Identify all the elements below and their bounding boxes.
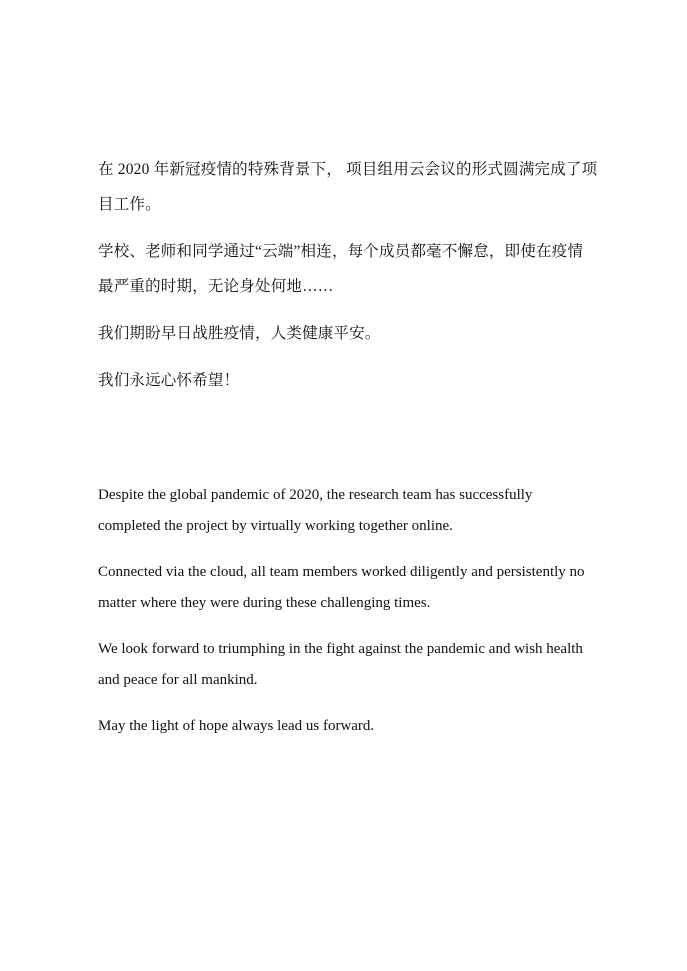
english-paragraph-1: Despite the global pandemic of 2020, the research team has successfully completed the project by virtually working together online. bbox=[98, 487, 533, 534]
chinese-paragraph-4: 我们永远心怀希望！ bbox=[98, 372, 240, 389]
chinese-paragraph-3: 我们期盼早日战胜疫情，人类健康平安。 bbox=[98, 325, 381, 342]
chinese-section bbox=[98, 152, 598, 410]
chinese-paragraph-1: 在 2020 年新冠疫情的特殊背景下， 项目组用云会议的形式圆满完成了项目工作。 bbox=[98, 161, 598, 213]
english-paragraph-2: Connected via the cloud, all team members worked diligently and persistently no matter where they were during these challenging times. bbox=[98, 564, 585, 611]
english-paragraph-3: We look forward to triumphing in the fight against the pandemic and wish health and peace for all mankind. bbox=[98, 641, 583, 688]
english-section bbox=[98, 480, 598, 757]
chinese-paragraph-2: 学校、老师和同学通过“云端”相连，每个成员都毫不懈怠，即使在疫情最严重的时期，无论身处何地…… bbox=[98, 243, 584, 295]
english-paragraph-4: May the light of hope always lead us forward. bbox=[98, 718, 375, 734]
